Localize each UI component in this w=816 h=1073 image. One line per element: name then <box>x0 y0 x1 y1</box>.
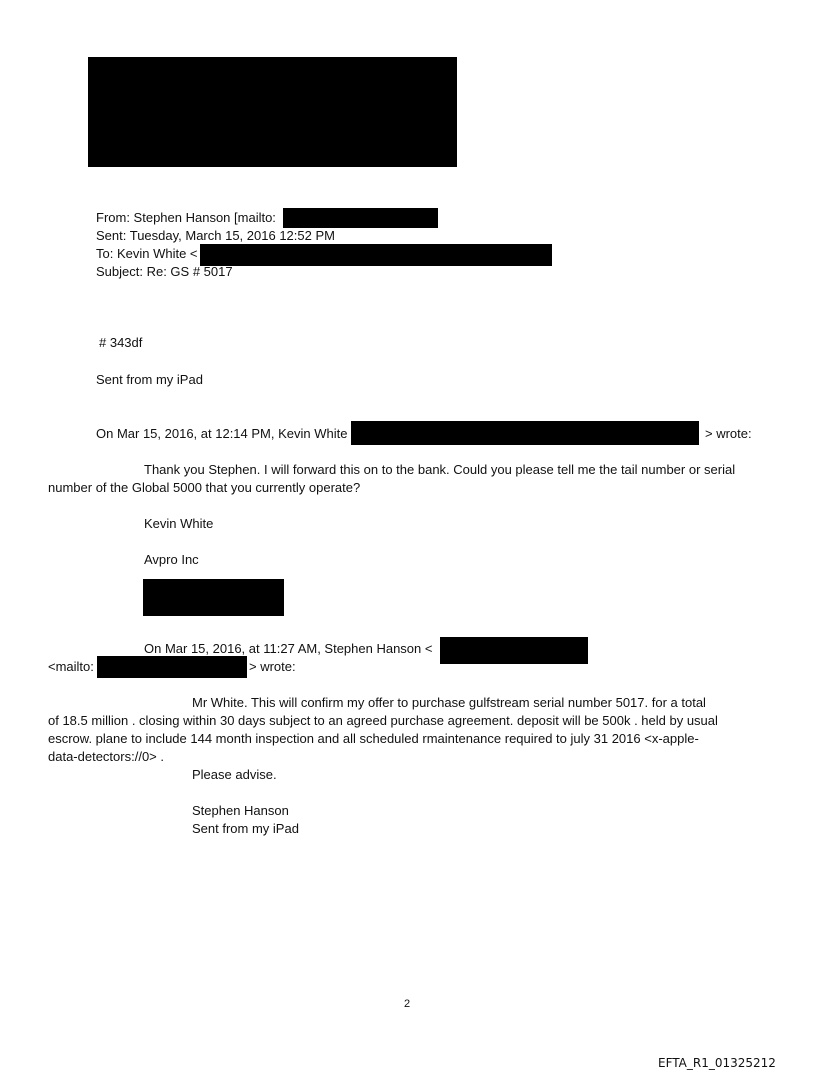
quote2-mailto: <mailto: <box>48 659 94 674</box>
quote2-advise: Please advise. <box>192 767 277 782</box>
page-number: 2 <box>404 998 411 1010</box>
document-id-footer: EFTA_R1_01325212 <box>658 1056 776 1070</box>
header-sent: Sent: Tuesday, March 15, 2016 12:52 PM <box>96 228 335 243</box>
redaction-header-block <box>88 57 457 167</box>
quote1-line1: Thank you Stephen. I will forward this on to the bank. Could you please tell me the tail number or serial <box>144 462 736 477</box>
quote2-line2: of 18.5 million . closing within 30 days subject to an agreed purchase agreement. deposit will be 500k . held by usual <box>48 713 718 728</box>
redaction-from-email <box>283 208 438 228</box>
quote1-sig-name: Kevin White <box>144 516 214 531</box>
redaction-quote1-signature <box>143 579 284 616</box>
redaction-to-email <box>200 244 552 266</box>
header-to: To: Kevin White < <box>96 246 198 261</box>
reply-signature: Sent from my iPad <box>96 372 203 387</box>
quote1-intro-suffix: > wrote: <box>705 426 752 441</box>
redaction-quote1-email <box>351 421 699 445</box>
quote2-line4: data-detectors://0> . <box>48 749 164 764</box>
redaction-quote2-email <box>440 637 588 664</box>
quote2-mailto-suffix: > wrote: <box>249 659 296 674</box>
quote2-sig-name: Stephen Hanson <box>192 803 289 818</box>
quote2-intro: On Mar 15, 2016, at 11:27 AM, Stephen Hanson < <box>144 641 433 656</box>
header-subject: Subject: Re: GS # 5017 <box>96 264 233 279</box>
quote2-line3: escrow. plane to include 144 month inspection and all scheduled rmaintenance required to july 31 2016 <x-apple- <box>48 731 699 746</box>
quote2-line1: Mr White. This will confirm my offer to purchase gulfstream serial number 5017. for a total <box>192 695 706 710</box>
quote1-line2: number of the Global 5000 that you currently operate? <box>48 480 361 495</box>
reply-body: # 343df <box>99 335 143 350</box>
redaction-quote2-mailto <box>97 656 247 678</box>
header-from: From: Stephen Hanson [mailto: <box>96 210 276 225</box>
quote1-sig-company: Avpro Inc <box>144 552 199 567</box>
quote2-sig-device: Sent from my iPad <box>192 821 299 836</box>
quote1-intro: On Mar 15, 2016, at 12:14 PM, Kevin White <box>96 426 348 441</box>
